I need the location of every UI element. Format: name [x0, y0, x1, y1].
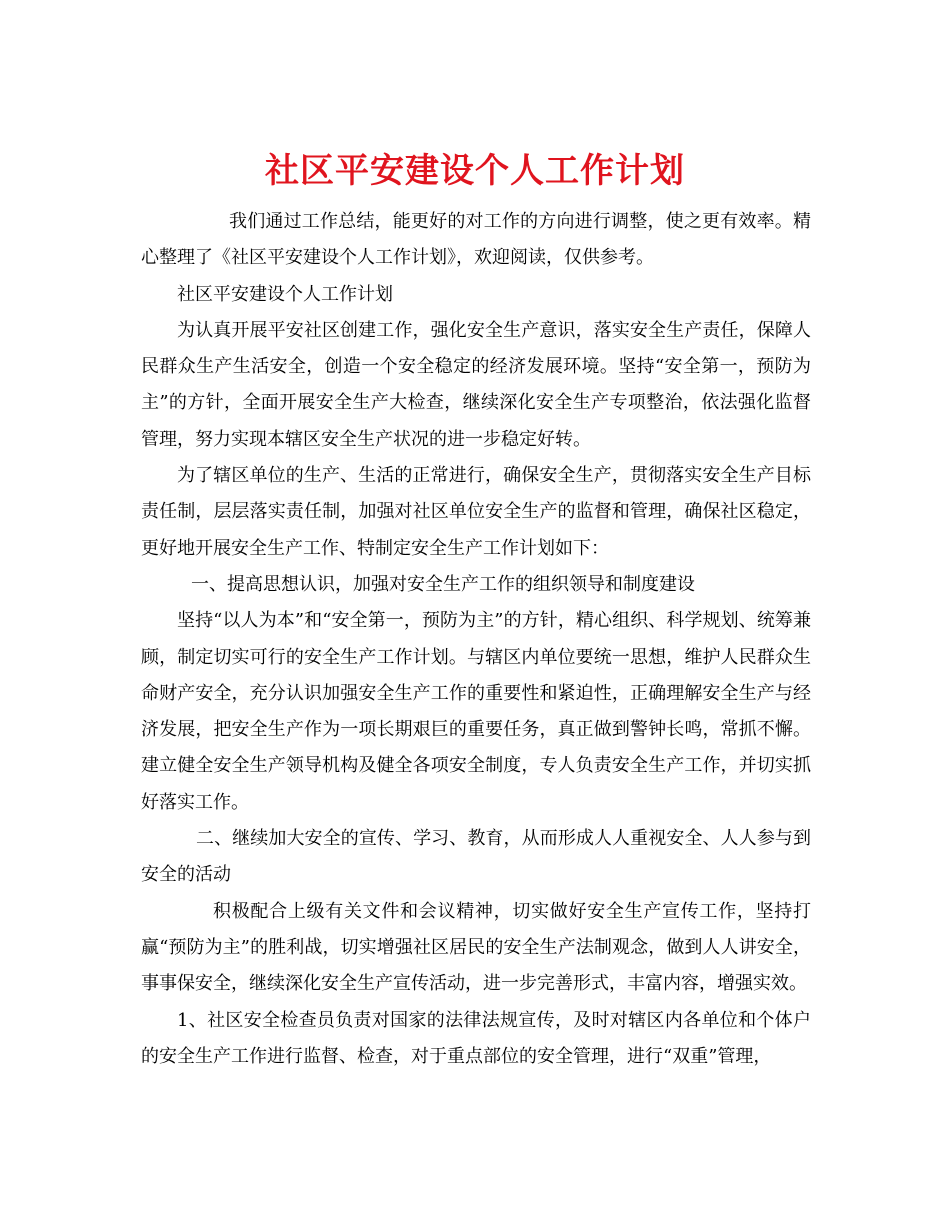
- section-heading-1: 一、提高思想认识，加强对安全生产工作的组织领导和制度建设: [191, 573, 695, 595]
- intro-paragraph: 我们通过工作总结，能更好的对工作的方向进行调整，使之更有效率。精心整理了《社区平安建设个人工作计划》，欢迎阅读，仅供参考。: [141, 211, 811, 269]
- body-paragraph: 为了辖区单位的生产、生活的正常进行，确保安全生产，贯彻落实安全生产目标责任制，层层落实责任制，加强对社区单位安全生产的监督和管理，确保社区稳定，更好地开展安全生产工作、特制定安全生产工作计划如下：: [141, 465, 811, 559]
- body-paragraph: 为认真开展平安社区创建工作，强化安全生产意识，落实安全生产责任，保障人民群众生产生活安全，创造一个安全稳定的经济发展环境。坚持“安全第一，预防为主”的方针，全面开展安全生产大检查，继续深化安全生产专项整治，依法强化监督管理，努力实现本辖区安全生产状况的进一步稳定好转。: [141, 319, 811, 450]
- document-title: 社区平安建设个人工作计划: [265, 150, 685, 191]
- plan-subtitle: 社区平安建设个人工作计划: [177, 283, 393, 305]
- document-body: [141, 204, 811, 1075]
- body-paragraph: 积极配合上级有关文件和会议精神，切实做好安全生产宣传工作，坚持打赢“预防为主”的胜利战，切实增强社区居民的安全生产法制观念，做到人人讲安全，事事保安全，继续深化安全生产宣传活动，进一步完善形式，丰富内容，增强实效。: [141, 900, 811, 995]
- body-paragraph: 坚持“以人为本”和“安全第一，预防为主”的方针，精心组织、科学规划、统筹兼顾，制定切实可行的安全生产工作计划。与辖区内单位要统一思想，维护人民群众生命财产安全，充分认识加强安全生产工作的重要性和紧迫性，正确理解安全生产与经济发展，把安全生产作为一项长期艰巨的重要任务，真正做到警钟长鸣，常抓不懈。建立健全安全生产领导机构及健全各项安全制度，专人负责安全生产工作，并切实抓好落实工作。: [141, 610, 811, 813]
- section-heading-2: 二、继续加大安全的宣传、学习、教育，从而形成人人重视安全、人人参与到安全的活动: [141, 828, 811, 886]
- list-item: 1、社区安全检查员负责对国家的法律法规宣传，及时对辖区内各单位和个体户的安全生产工作进行监督、检查，对于重点部位的安全管理，进行“双重”管理，: [141, 1009, 811, 1067]
